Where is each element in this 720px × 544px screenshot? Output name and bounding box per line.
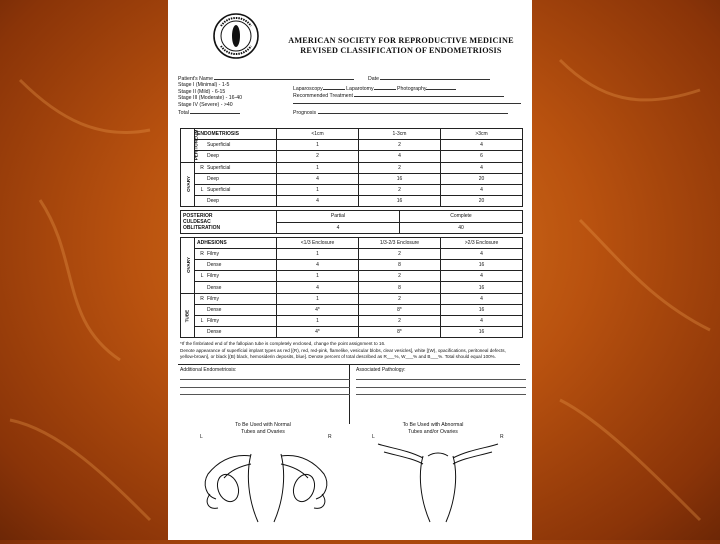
laparoscopy-label: Laparoscopy: [293, 86, 323, 92]
table-row: Deep 4 16 20: [181, 196, 523, 207]
table-row: TUBE R Filmy 1 2 4: [181, 293, 523, 304]
table-row: L Superficial 1 2 4: [181, 184, 523, 195]
normal-caption: To Be Used with Normal Tubes and Ovaries: [235, 421, 291, 435]
score-cell[interactable]: 8*: [359, 304, 441, 315]
org-line-2: REVISED CLASSIFICATION OF ENDOMETRIOSIS: [300, 46, 502, 55]
total-label: Total: [178, 110, 189, 116]
table-row: Superficial 1 2 4: [181, 140, 523, 151]
score-cell[interactable]: 4: [277, 260, 359, 271]
laparotomy-field[interactable]: [374, 84, 396, 90]
table-row: Dense 4* 8* 16: [181, 304, 523, 315]
form-footer: [178, 364, 522, 544]
patient-info: [178, 74, 522, 128]
stage-4-range: - >40: [220, 101, 233, 108]
score-cell[interactable]: 4: [441, 316, 523, 327]
additional-line[interactable]: [180, 380, 350, 388]
score-cell[interactable]: 16: [359, 173, 441, 184]
size-col-1: <1cm: [277, 129, 359, 140]
prognosis-label: Prognosis: [293, 110, 317, 116]
abnormal-left-marker: L: [372, 433, 375, 440]
associated-pathology-label: Associated Pathology:: [356, 366, 406, 373]
abnormal-caption: To Be Used with Abnormal Tubes and/or Ovaries: [402, 421, 464, 435]
section-tube: TUBE: [181, 293, 195, 338]
stage-4-label: Stage IV (Severe): [178, 101, 220, 108]
score-cell[interactable]: 4: [277, 282, 359, 293]
score-cell[interactable]: 2: [359, 162, 441, 173]
additional-line[interactable]: [180, 388, 350, 396]
score-cell[interactable]: 20: [441, 173, 523, 184]
normal-uterus-diagram: [196, 444, 336, 524]
laparoscopy-field[interactable]: [323, 84, 345, 90]
table-row: Dense 4* 8* 16: [181, 327, 523, 338]
score-cell[interactable]: 2: [359, 248, 441, 259]
score-cell[interactable]: 1: [277, 293, 359, 304]
stage-2-range: - 6-15: [211, 88, 226, 95]
treatment-field-2[interactable]: [293, 98, 521, 104]
enclosure-col-3: >2/3 Enclosure: [441, 237, 523, 248]
score-cell[interactable]: 1: [277, 184, 359, 195]
table-row: OVARY R Superficial 1 2 4: [181, 162, 523, 173]
score-cell[interactable]: 4: [441, 271, 523, 282]
total-field[interactable]: [190, 108, 240, 114]
score-cell[interactable]: 6: [441, 151, 523, 162]
score-cell[interactable]: 1: [277, 248, 359, 259]
table-row: L Filmy 1 2 4: [181, 316, 523, 327]
score-cell[interactable]: 2: [359, 271, 441, 282]
associated-line[interactable]: [356, 388, 526, 396]
score-cell[interactable]: 16: [441, 260, 523, 271]
score-cell[interactable]: 2: [277, 151, 359, 162]
complete-header: Complete: [400, 211, 523, 222]
abnormal-right-marker: R: [500, 433, 504, 440]
table-row: R Filmy 1 2 4: [181, 248, 523, 259]
date-label: Date: [368, 76, 379, 82]
laparotomy-label: Laparotomy: [346, 86, 374, 92]
score-cell[interactable]: 16: [441, 327, 523, 338]
prognosis-field[interactable]: [318, 108, 508, 114]
score-cell[interactable]: 4: [441, 162, 523, 173]
stage-3-label: Stage III (Moderate): [178, 95, 225, 101]
score-cell[interactable]: 2: [359, 184, 441, 195]
additional-endometriosis-label: Additional Endometriosis:: [180, 366, 237, 373]
footnotes: [180, 341, 520, 360]
score-cell[interactable]: 2: [359, 316, 441, 327]
score-cell[interactable]: 4: [441, 248, 523, 259]
table-row: L Filmy 1 2 4: [181, 271, 523, 282]
size-col-2: 1-3cm: [359, 129, 441, 140]
treatment-label: Recommended Treatment: [293, 93, 353, 99]
associated-line[interactable]: [356, 373, 526, 381]
partial-header: Partial: [277, 211, 400, 222]
form-header: [178, 6, 522, 68]
stage-1-label: Stage I (Minimal): [178, 82, 218, 88]
normal-left-marker: L: [200, 433, 203, 440]
enclosure-col-2: 1/3-2/3 Enclosure: [359, 237, 441, 248]
enclosure-col-1: <1/3 Enclosure: [277, 237, 359, 248]
score-cell[interactable]: 4: [359, 151, 441, 162]
section-ovary: OVARY: [181, 162, 195, 207]
society-seal-icon: [212, 12, 260, 60]
score-cell[interactable]: 4*: [277, 327, 359, 338]
stage-2-label: Stage II (Mild): [178, 88, 211, 95]
culdesac-label: POSTERIOR CULDESAC OBLITERATION: [181, 211, 277, 233]
section-peritoneum: PERITONEUM: [181, 129, 195, 163]
table-row: Dense 4 8 16: [181, 260, 523, 271]
score-cell[interactable]: 2: [359, 140, 441, 151]
abnormal-uterus-diagram: [368, 444, 508, 524]
score-cell[interactable]: 8: [359, 260, 441, 271]
score-cell[interactable]: 16: [359, 196, 441, 207]
score-cell[interactable]: 8*: [359, 327, 441, 338]
classification-form: [168, 0, 532, 540]
score-cell[interactable]: 4: [441, 293, 523, 304]
score-cell[interactable]: 1: [277, 140, 359, 151]
associated-line[interactable]: [356, 380, 526, 388]
score-cell[interactable]: 4: [441, 184, 523, 195]
fimbria-footnote: *If the fimbriated end of the fallopian tube is completely enclosed, change the point assignment to 16.: [180, 341, 386, 347]
photography-label: Photography: [397, 86, 427, 92]
adhesions-table: [180, 237, 523, 339]
score-cell[interactable]: 20: [441, 196, 523, 207]
score-cell[interactable]: 4: [277, 173, 359, 184]
endometriosis-header: ENDOMETRIOSIS: [195, 129, 277, 140]
photography-field[interactable]: [426, 84, 456, 90]
size-col-3: >3cm: [441, 129, 523, 140]
patient-name-label: Patient's Name: [178, 76, 214, 82]
score-cell[interactable]: 16: [441, 304, 523, 315]
score-cell[interactable]: 1: [277, 316, 359, 327]
patient-name-field[interactable]: [214, 74, 354, 80]
treatment-field[interactable]: [354, 91, 504, 97]
table-row: Deep 2 4 6: [181, 151, 523, 162]
section-ovary-adhesions: OVARY: [181, 237, 195, 293]
additional-line[interactable]: [180, 373, 350, 381]
table-row: Dense 4 8 16: [181, 282, 523, 293]
implant-type-note: Denote appearance of superficial implant types as red [(R), red, red-pink, flamelike, vesicular blobs, clear vesicles], white [(W), opacifications, peritoneal defects, yellow-brown], or black [(B) black, hemosiderin deposits, blue]. Denote percent of total described as R___%, W___% and B___%. Total should equal 100%.: [180, 347, 506, 359]
stage-1-range: - 1-5: [218, 82, 230, 88]
complete-value[interactable]: 40: [400, 222, 523, 233]
score-cell[interactable]: 1: [277, 271, 359, 282]
score-cell[interactable]: 8: [359, 282, 441, 293]
normal-right-marker: R: [328, 433, 332, 440]
score-cell[interactable]: 2: [359, 293, 441, 304]
endometriosis-table: [180, 128, 523, 207]
adhesions-header: ADHESIONS: [195, 237, 277, 248]
score-cell[interactable]: 4: [277, 196, 359, 207]
score-cell[interactable]: 16: [441, 282, 523, 293]
organization-title: [270, 36, 532, 56]
org-line-1: AMERICAN SOCIETY FOR REPRODUCTIVE MEDICINE: [288, 36, 514, 45]
score-cell[interactable]: 4: [441, 140, 523, 151]
score-cell[interactable]: 1: [277, 162, 359, 173]
score-cell[interactable]: 4*: [277, 304, 359, 315]
partial-value[interactable]: 4: [277, 222, 400, 233]
culdesac-table: [180, 210, 523, 233]
stage-3-range: - 16-40: [225, 95, 243, 101]
table-row: Deep 4 16 20: [181, 173, 523, 184]
date-field[interactable]: [380, 74, 490, 80]
